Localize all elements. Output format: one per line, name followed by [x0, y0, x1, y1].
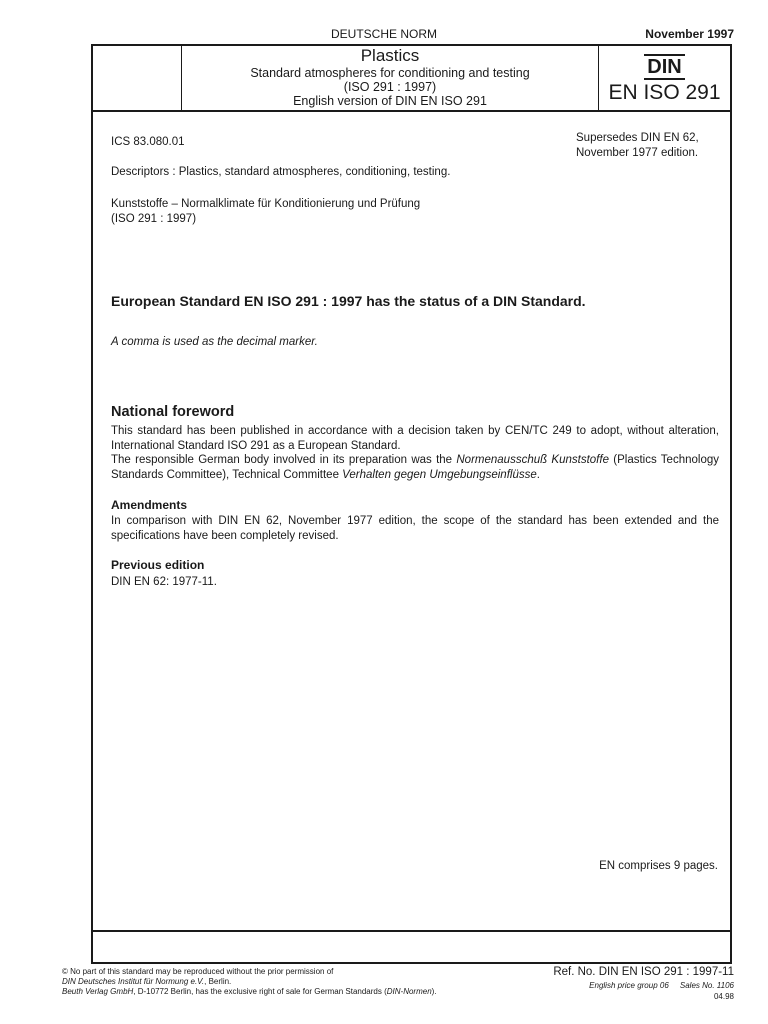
publication-date: November 1997 — [645, 27, 734, 41]
title-line: Standard atmospheres for conditioning and testing — [250, 66, 530, 80]
copyright-text: ). — [431, 987, 437, 996]
title-block — [182, 46, 598, 108]
price-group: English price group 06 Sales No. 1106 — [589, 981, 734, 990]
technical-committee-name: Verhalten gegen Umgebungseinflüsse — [342, 469, 537, 481]
title-line: English version of DIN EN ISO 291 — [293, 94, 487, 108]
din-block — [599, 46, 730, 106]
copyright-text: , Berlin. — [204, 977, 232, 986]
publisher-name: Beuth Verlag GmbH — [62, 987, 134, 996]
standard-number: EN ISO 291 — [608, 81, 721, 104]
reference-number: Ref. No. DIN EN ISO 291 : 1997-11 — [553, 966, 734, 978]
din-normen: DIN-Normen — [386, 987, 432, 996]
paragraph-text: (Plastics Technology Standards Committee), Technical Committee — [111, 454, 719, 481]
paragraph: In comparison with DIN EN 62, November 1977 edition, the scope of the standard has been extended and the specifications have been completely revised. — [111, 515, 719, 542]
paragraph-text: The responsible German body involved in its preparation was the — [111, 454, 457, 466]
german-title-line: Kunststoffe – Normalklimate für Konditionierung und Prüfung — [111, 198, 421, 210]
german-title — [111, 197, 420, 227]
supersedes-note — [576, 131, 718, 161]
decimal-note: A comma is used as the decimal marker. — [111, 336, 318, 348]
copyright-line — [62, 977, 437, 987]
section-heading: National foreword — [111, 404, 235, 420]
copyright-line: © No part of this standard may be reproduced without the prior permission of — [62, 967, 334, 976]
divider — [91, 930, 732, 932]
copyright-text: , D-10772 Berlin, has the exclusive right of sale for German Standards ( — [133, 987, 387, 996]
paragraph: DIN EN 62: 1977-11. — [111, 576, 217, 588]
document-type: DEUTSCHE NORM — [330, 27, 437, 41]
descriptors: Descriptors : Plastics, standard atmospheres, conditioning, testing. — [111, 166, 451, 178]
supersedes-line: Supersedes DIN EN 62, — [576, 132, 699, 144]
section-heading: Amendments — [111, 498, 188, 512]
page-count-note: EN comprises 9 pages. — [599, 860, 718, 872]
german-title-line: (ISO 291 : 1997) — [111, 213, 197, 225]
ics-code: ICS 83.080.01 — [111, 136, 185, 148]
copyright-line — [62, 987, 437, 997]
section-heading: Previous edition — [111, 558, 205, 572]
print-code: 04.98 — [713, 992, 734, 1001]
paragraph — [111, 453, 719, 483]
document-title: Plastics — [360, 46, 420, 65]
paragraph-text: . — [536, 469, 540, 481]
din-logo: DIN — [644, 54, 684, 80]
title-line: (ISO 291 : 1997) — [343, 80, 437, 94]
committee-name: Normenausschuß Kunststoffe — [456, 454, 609, 466]
page-frame — [91, 44, 732, 964]
supersedes-line: November 1977 edition. — [576, 147, 699, 159]
status-statement: European Standard EN ISO 291 : 1997 has the status of a DIN Standard. — [111, 293, 586, 309]
copyright-notice — [62, 967, 437, 997]
institute-name: DIN Deutsches Institut für Normung e.V. — [62, 977, 205, 986]
paragraph: This standard has been published in accordance with a decision taken by CEN/TC 249 to adopt, without alteration, International Standard ISO 291 as a European Standard. — [111, 425, 719, 452]
